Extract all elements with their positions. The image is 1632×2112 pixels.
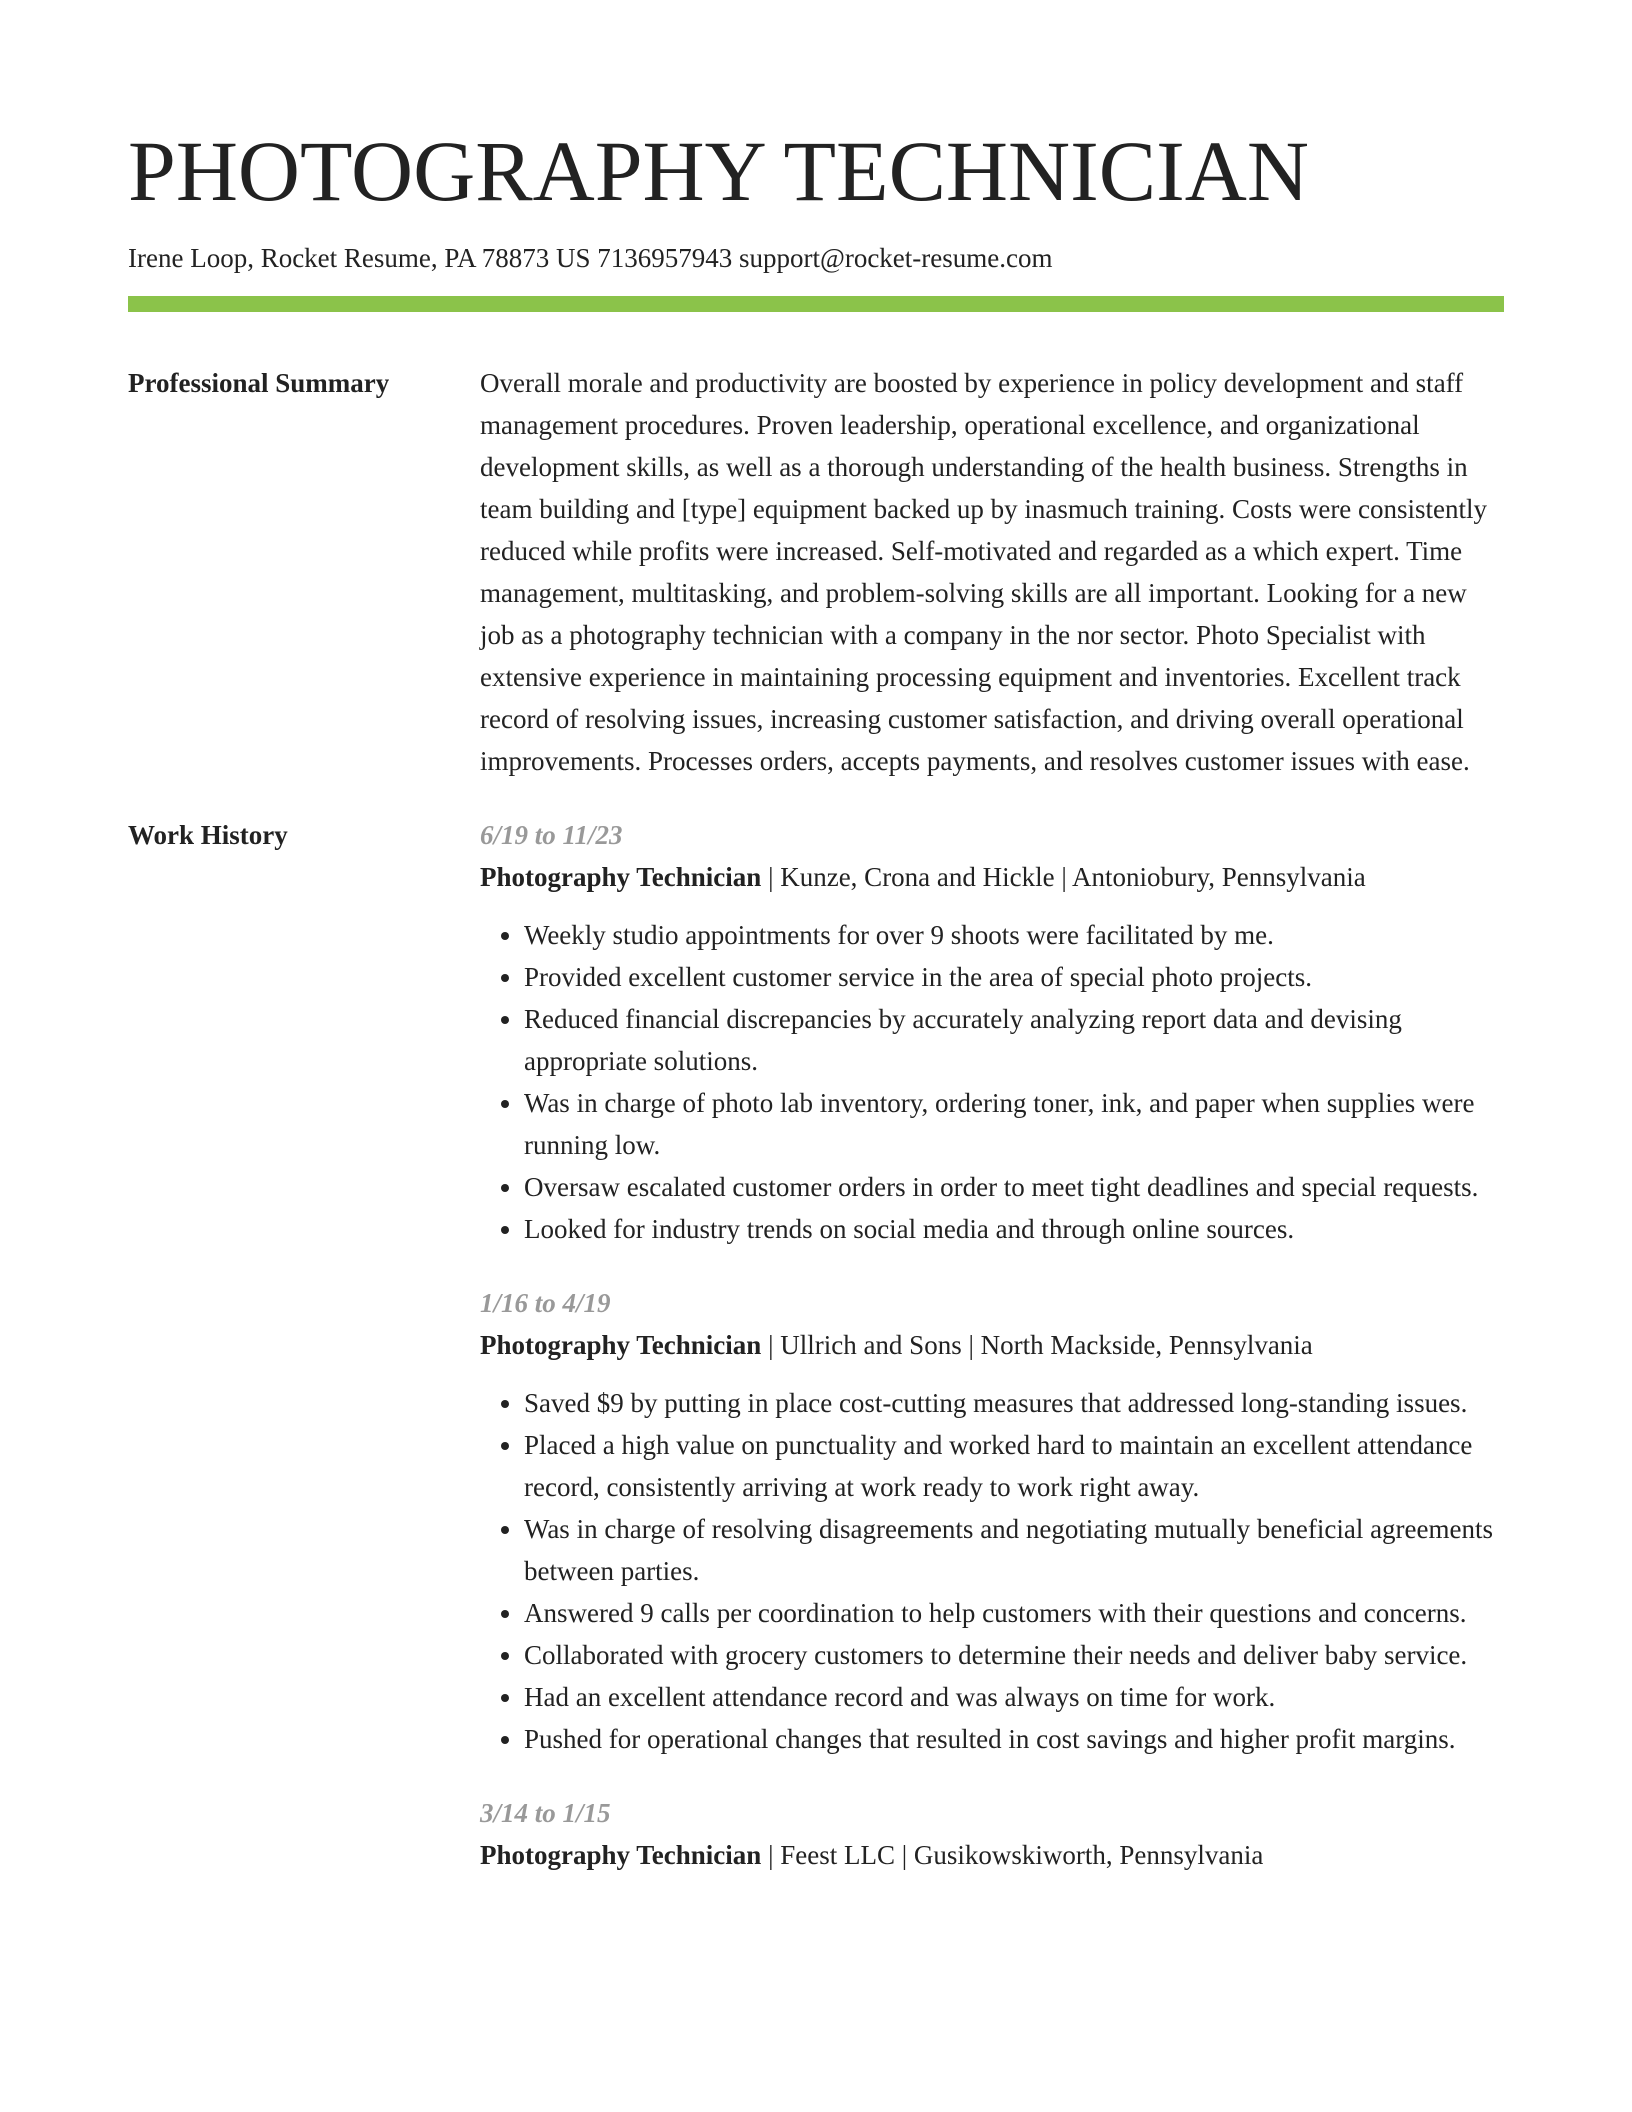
job-details: | Feest LLC | Gusikowskiworth, Pennsylvania <box>761 1840 1264 1870</box>
list-item: • Provided excellent customer service in the area of special photo projects. <box>524 956 1504 998</box>
job-dates: 1/16 to 4/19 <box>480 1288 611 1318</box>
list-item: • Reduced financial discrepancies by accurately analyzing report data and devising appropriate solutions. <box>524 998 1504 1082</box>
list-item: • Was in charge of photo lab inventory, ordering toner, ink, and paper when supplies were running low. <box>524 1082 1504 1166</box>
job-heading <box>480 1324 1504 1366</box>
job-heading <box>480 1834 1504 1876</box>
job-entry <box>480 814 1504 1250</box>
job-entry <box>480 1282 1504 1760</box>
header-divider <box>128 296 1504 312</box>
job-details: | Kunze, Crona and Hickle | Antoniobury, Pennsylvania <box>761 862 1366 892</box>
job-dates: 6/19 to 11/23 <box>480 820 623 850</box>
summary-text: Overall morale and productivity are boosted by experience in policy development and staff management procedures. Proven leadership, operational excellence, and organizational development skills, as well as a thorough understanding of the health business. Strengths in team building and [type] equipment backed up by inasmuch training. Costs were consistently reduced while profits were increased. Self-motivated and regarded as a which expert. Time management, multitasking, and problem-solving skills are all important. Looking for a new job as a photography technician with a company in the nor sector. Photo Specialist with extensive experience in maintaining processing equipment and inventories. Excellent track record of resolving issues, increasing customer satisfaction, and driving overall operational improvements. Processes orders, accepts payments, and resolves customer issues with ease. <box>480 368 1488 776</box>
job-entry <box>480 1792 1504 1876</box>
section-label-work-history: Work History <box>128 820 288 850</box>
resume-title: PHOTOGRAPHY TECHNICIAN <box>128 123 1309 219</box>
professional-summary-section <box>128 362 1504 782</box>
job-details: | Ullrich and Sons | North Mackside, Pennsylvania <box>761 1330 1313 1360</box>
job-title: Photography Technician <box>480 1840 762 1870</box>
list-item: • Weekly studio appointments for over 9 shoots were facilitated by me. <box>524 914 1504 956</box>
job-title: Photography Technician <box>480 1330 762 1360</box>
work-history-section <box>128 814 1504 1876</box>
job-bullets <box>480 1382 1504 1760</box>
list-item: • Saved $9 by putting in place cost-cutting measures that addressed long-standing issues. <box>524 1382 1504 1424</box>
list-item: • Oversaw escalated customer orders in order to meet tight deadlines and special requests. <box>524 1166 1504 1208</box>
list-item: • Answered 9 calls per coordination to help customers with their questions and concerns. <box>524 1592 1504 1634</box>
job-bullets <box>480 914 1504 1250</box>
contact-line: Irene Loop, Rocket Resume, PA 78873 US 7136957943 support@rocket-resume.com <box>128 243 1053 273</box>
list-item: • Collaborated with grocery customers to determine their needs and deliver baby service. <box>524 1634 1504 1676</box>
list-item: • Was in charge of resolving disagreements and negotiating mutually beneficial agreements between parties. <box>524 1508 1504 1592</box>
job-heading <box>480 856 1504 898</box>
list-item: • Pushed for operational changes that resulted in cost savings and higher profit margins. <box>524 1718 1504 1760</box>
list-item: • Had an excellent attendance record and was always on time for work. <box>524 1676 1504 1718</box>
list-item: • Placed a high value on punctuality and worked hard to maintain an excellent attendance record, consistently arriving at work ready to work right away. <box>524 1424 1504 1508</box>
resume-page <box>128 116 1504 1876</box>
job-dates: 3/14 to 1/15 <box>480 1798 611 1828</box>
list-item: • Looked for industry trends on social media and through online sources. <box>524 1208 1504 1250</box>
job-title: Photography Technician <box>480 862 762 892</box>
section-label-summary: Professional Summary <box>128 368 390 398</box>
